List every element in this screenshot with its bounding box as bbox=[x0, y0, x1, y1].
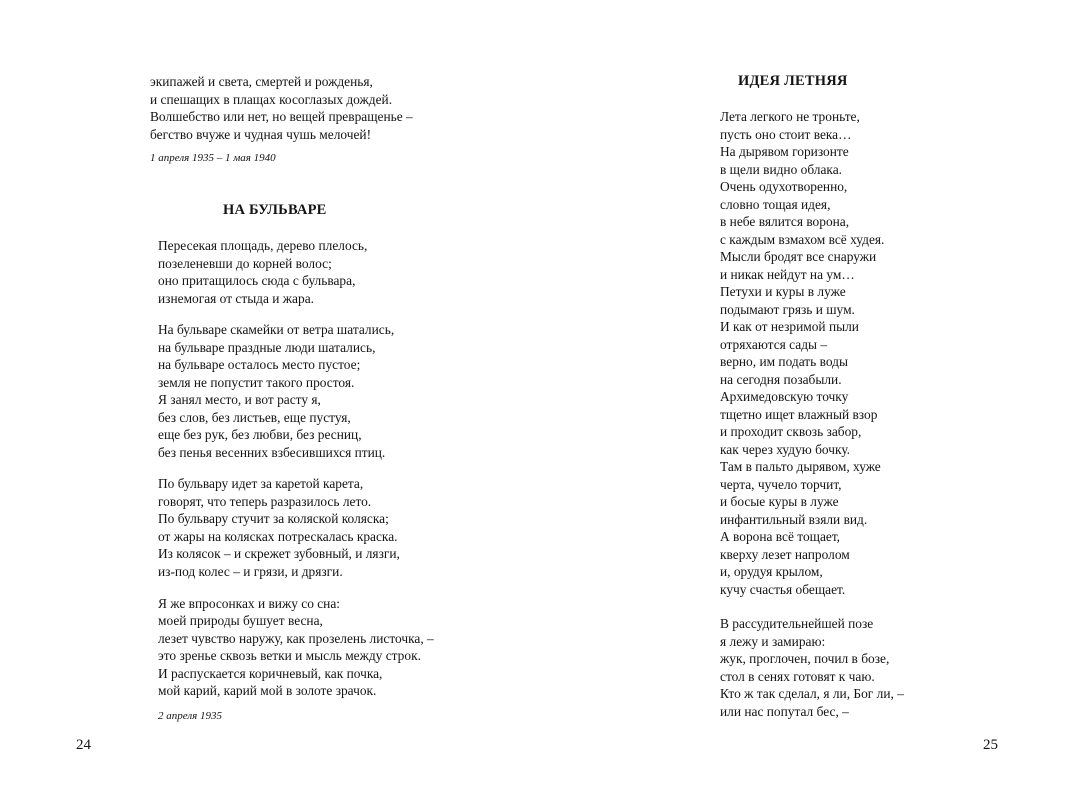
verse-line: Из колясок – и скрежет зубовный, и лязги, bbox=[158, 546, 400, 561]
verse-line: бегство вчуже и чудная чушь мелочей! bbox=[150, 127, 372, 142]
page-number: 24 bbox=[76, 737, 91, 753]
verse-line: экипажей и света, смертей и рожденья, bbox=[150, 74, 373, 89]
poem-date: 1 апреля 1935 – 1 мая 1940 bbox=[150, 152, 276, 164]
verse-line: земля не попустит такого простоя. bbox=[158, 375, 355, 390]
verse-line: пусть оно стоит века… bbox=[720, 127, 852, 142]
verse-line: позеленевши до корней волос; bbox=[158, 256, 332, 271]
verse-line: и проходит сквозь забор, bbox=[720, 424, 862, 439]
verse-line: говорят, что теперь разразилось лето. bbox=[158, 494, 372, 509]
poem-date: 2 апреля 1935 bbox=[158, 710, 223, 722]
verse-line: Волшебство или нет, но вещей превращенье – bbox=[150, 109, 413, 124]
verse-line: Там в пальто дырявом, хуже bbox=[720, 459, 881, 474]
verse-line: кверху лезет напролом bbox=[720, 547, 850, 562]
verse-line: или нас попутал бес, – bbox=[720, 704, 849, 719]
verse-line: кучу счастья обещает. bbox=[720, 582, 846, 597]
verse-line: отряхаются сады – bbox=[720, 337, 828, 352]
poem-title: НА БУЛЬВАРЕ bbox=[223, 202, 327, 218]
verse-line: моей природы бушует весна, bbox=[158, 613, 323, 628]
verse-line: А ворона всё тощает, bbox=[720, 529, 841, 544]
verse-line: из-под колес – и грязи, и дрязги. bbox=[158, 564, 343, 579]
verse-line: Я занял место, и вот расту я, bbox=[158, 392, 321, 407]
verse-line: тщетно ищет влажный взор bbox=[720, 407, 878, 422]
verse-line: и спешащих в плащах косоглазых дождей. bbox=[150, 92, 393, 107]
verse-line: на сегодня позабыли. bbox=[720, 372, 842, 387]
verse-line: с каждым взмахом всё худея. bbox=[720, 232, 885, 247]
verse-line: Пересекая площадь, дерево плелось, bbox=[158, 238, 368, 253]
verse-line: мой карий, карий мой в золоте зрачок. bbox=[158, 683, 377, 698]
verse-line: лезет чувство наружу, как прозелень листочка, – bbox=[158, 631, 434, 646]
verse-line: жук, проглочен, почил в бозе, bbox=[720, 651, 890, 666]
verse-line: Кто ж так сделал, я ли, Бог ли, – bbox=[720, 686, 904, 701]
verse-line: словно тощая идея, bbox=[720, 197, 831, 212]
verse-line: Лета легкого не троньте, bbox=[720, 109, 860, 124]
verse-line: оно притащилось сюда с бульвара, bbox=[158, 273, 356, 288]
verse-line: на бульваре праздные люди шатались, bbox=[158, 340, 376, 355]
verse-line: от жары на колясках потрескалась краска. bbox=[158, 529, 398, 544]
verse-line: как через худую бочку. bbox=[720, 442, 851, 457]
verse-line: и никак нейдут на ум… bbox=[720, 267, 855, 282]
verse-line: в щели видно облака. bbox=[720, 162, 843, 177]
verse-line: По бульвару идет за каретой карета, bbox=[158, 476, 364, 491]
verse-line: это зренье сквозь ветки и мысль между строк. bbox=[158, 648, 421, 663]
verse-line: без слов, без листьев, еще пустуя, bbox=[158, 410, 351, 425]
verse-line: на бульваре осталось место пустое; bbox=[158, 357, 361, 372]
verse-line: На бульваре скамейки от ветра шатались, bbox=[158, 322, 395, 337]
poem-title: ИДЕЯ ЛЕТНЯЯ bbox=[738, 73, 848, 89]
verse-line: Мысли бродят все снаружи bbox=[720, 249, 877, 264]
page-number: 25 bbox=[983, 737, 998, 753]
verse-line: еще без рук, без любви, без ресниц, bbox=[158, 427, 362, 442]
verse-line: И как от незримой пыли bbox=[720, 319, 859, 334]
verse-line: я лежу и замираю: bbox=[720, 634, 826, 649]
verse-line: Петухи и куры в луже bbox=[720, 284, 846, 299]
verse-line: подымают грязь и шум. bbox=[720, 302, 855, 317]
verse-line: инфантильный взяли вид. bbox=[720, 512, 868, 527]
verse-line: стол в сенях готовят к чаю. bbox=[720, 669, 875, 684]
verse-line: Архимедовскую точку bbox=[720, 389, 849, 404]
verse-line: верно, им подать воды bbox=[720, 354, 848, 369]
verse-line: изнемогая от стыда и жара. bbox=[158, 291, 314, 306]
verse-line: По бульвару стучит за коляской коляска; bbox=[158, 511, 389, 526]
verse-line: Очень одухотворенно, bbox=[720, 179, 848, 194]
verse-line: в небе вялится ворона, bbox=[720, 214, 850, 229]
verse-line: и босые куры в луже bbox=[720, 494, 839, 509]
verse-line: На дырявом горизонте bbox=[720, 144, 849, 159]
verse-line: черта, чучело торчит, bbox=[720, 477, 842, 492]
verse-line: И распускается коричневый, как почка, bbox=[158, 666, 383, 681]
verse-line: без пенья весенних взбесившихся птиц. bbox=[158, 445, 386, 460]
verse-line: Я же впросонках и вижу со сна: bbox=[158, 596, 341, 611]
verse-line: и, орудуя крылом, bbox=[720, 564, 823, 579]
verse-line: В рассудительнейшей позе bbox=[720, 616, 874, 631]
